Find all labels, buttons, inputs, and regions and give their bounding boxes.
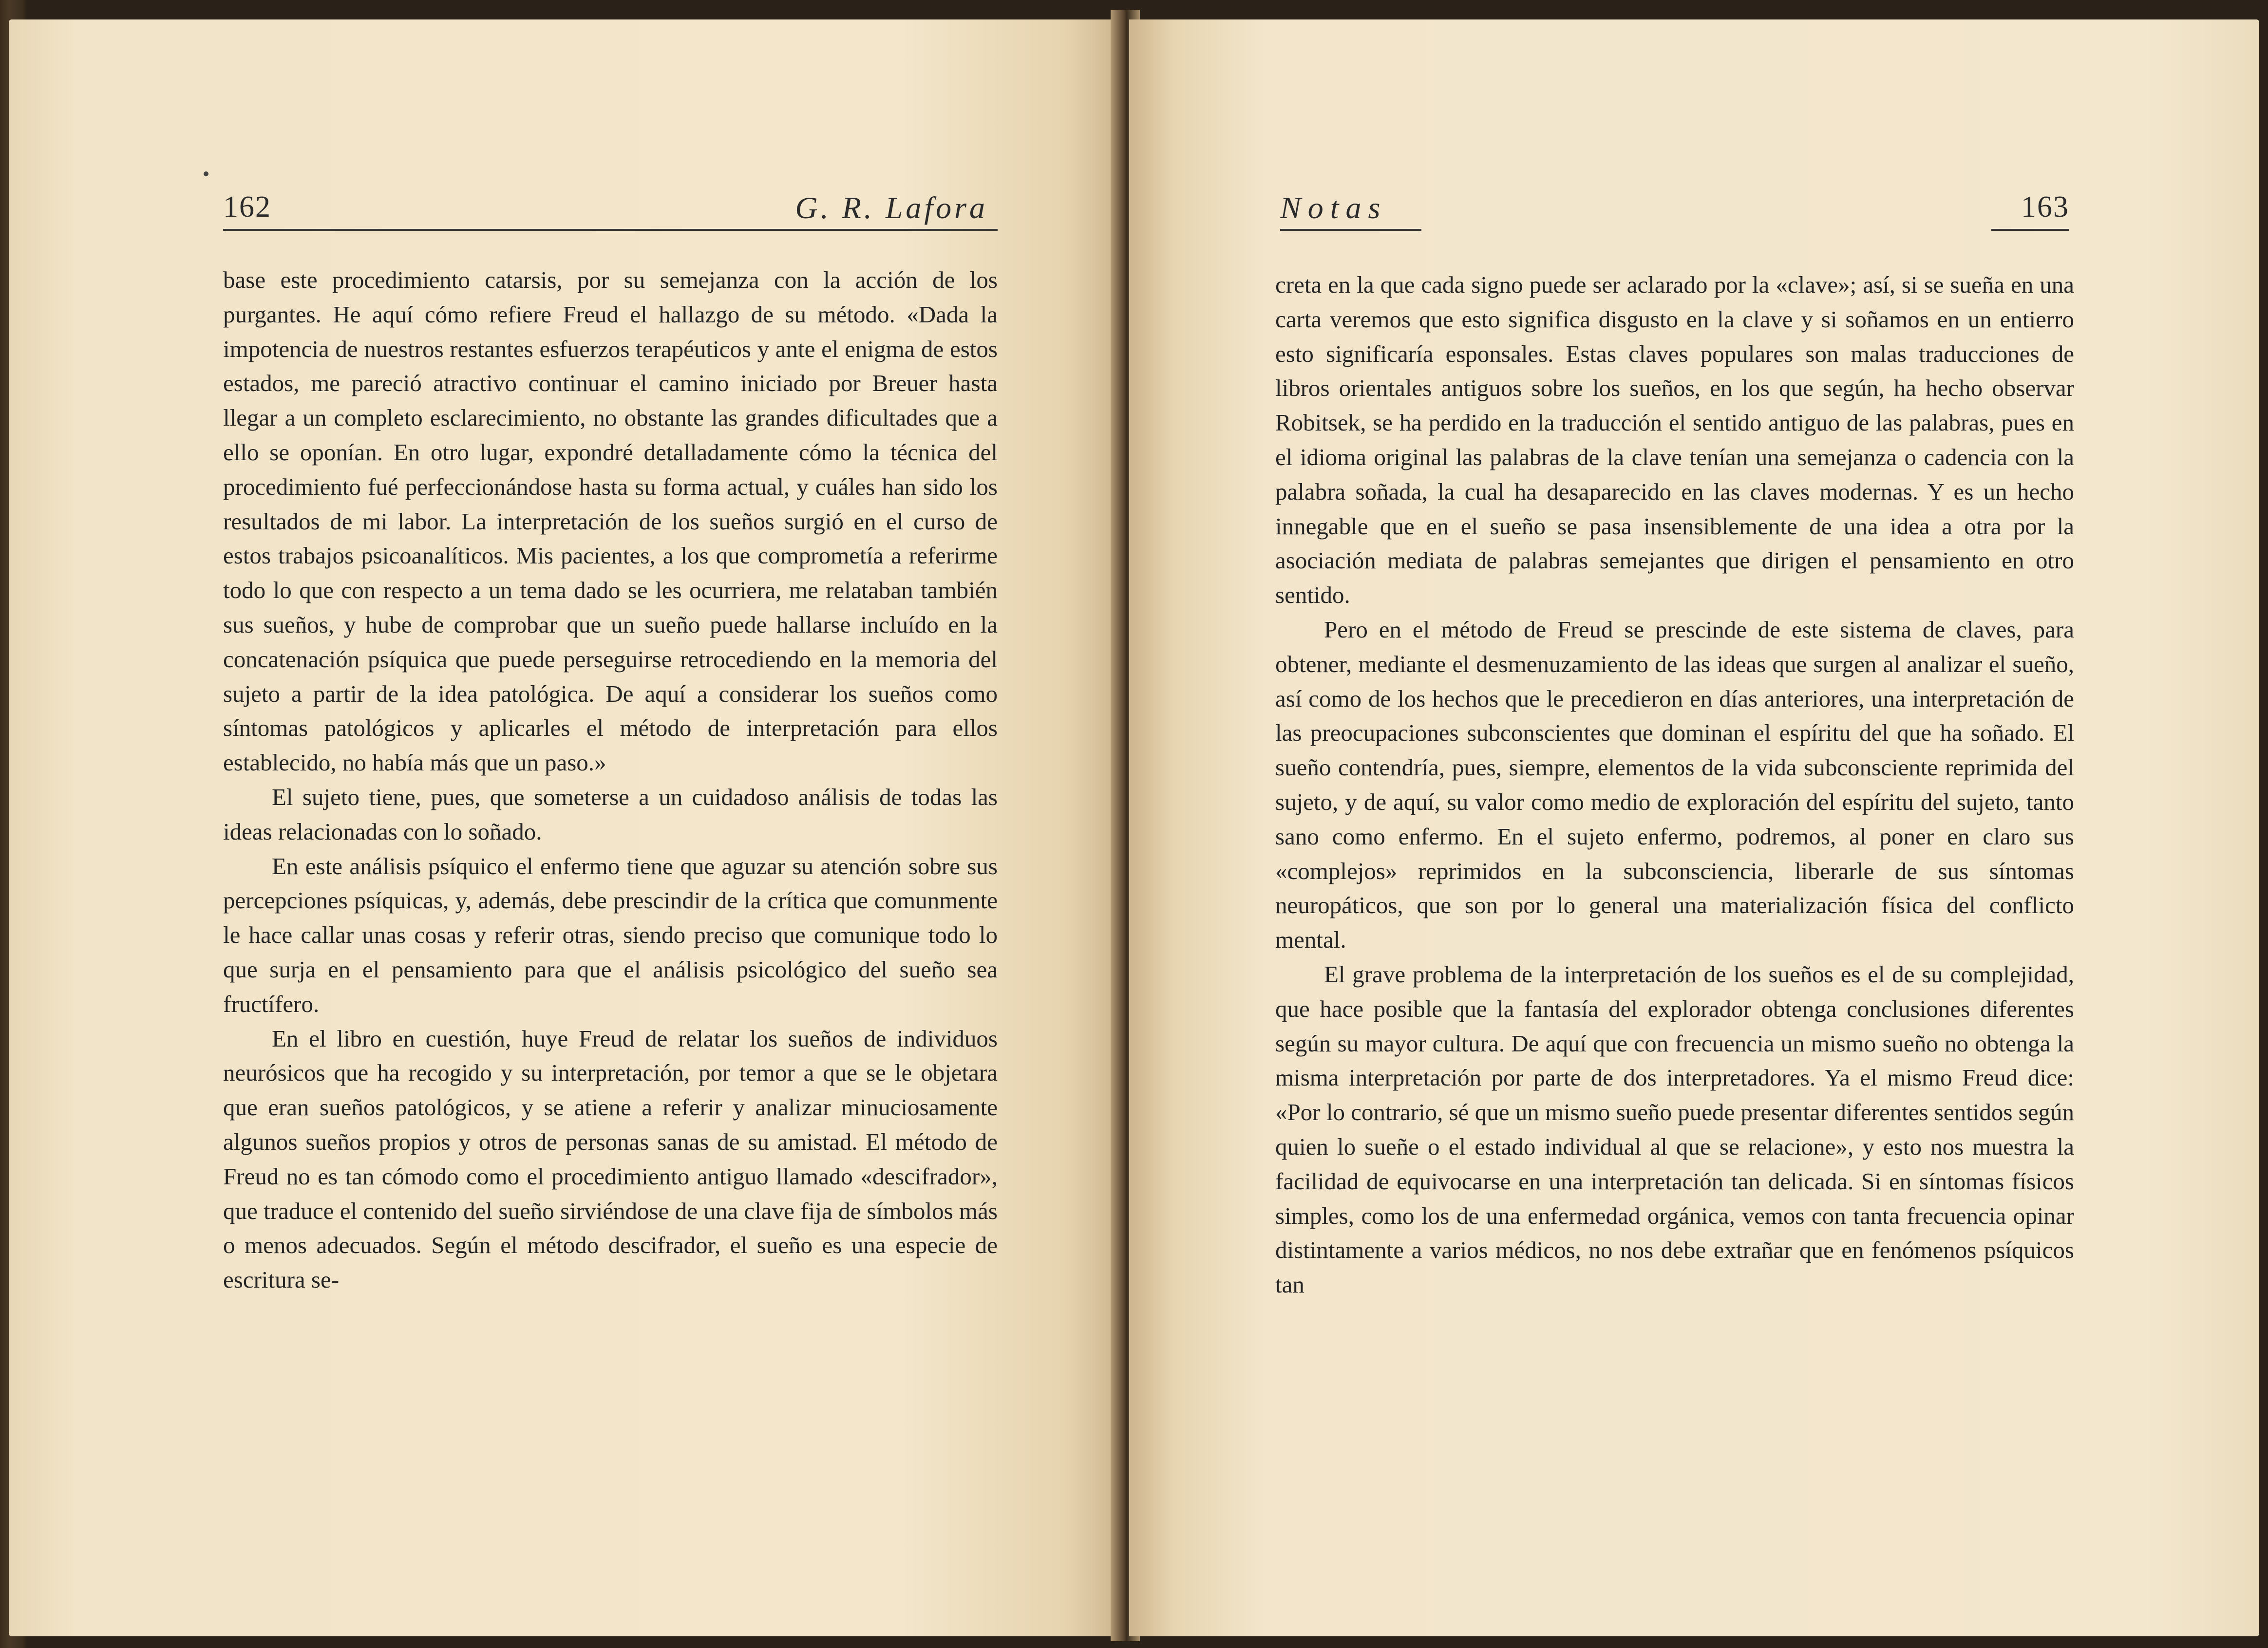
left-paragraph-3: En este análisis psíquico el enfermo tiene que aguzar su atención sobre sus percepciones psíquicas, y, además, debe prescindir de la crítica que comunmente le hace callar unas cosas y referir otras, siendo preciso que comunique todo lo que surja en el pensamiento para que el análisis psicológico del sueño sea fructífero. — [223, 852, 998, 1017]
left-paragraph-1: base este procedimiento catarsis, por su semejanza con la acción de los purgantes. He aquí cómo refiere Freud el hallazgo de su método. «Dada la impotencia de nuestros restantes esfuerzos terapéuticos y ante el enigma de estos estados, me pareció atractivo continuar el camino iniciado por Breuer hasta llegar a un completo esclarecimiento, no obstante las grandes dificultades que a ello se oponían. En otro lugar, expondré detalladamente cómo la técnica del procedimiento fué perfeccionándose hasta su forma actual, y cuáles han sido los resultados de mi labor. La interpretación de los sueños surgió en el curso de estos trabajos psicoanalíticos. Mis pacientes, a los que comprometía a referirme todo lo que con respecto a un tema dado se les ocurriera, me relataban también sus sueños, y hube de comprobar que un sueño puede hallarse incluído en la concatenación psíquica que puede perseguirse retrocediendo en la memoria del sujeto a partir de la idea patológica. De aquí a considerar los sueños como síntomas patológicos y aplicarles el método de interpretación para ellos establecido, no había más que un paso.» — [223, 266, 998, 776]
right-running-header — [1280, 190, 2069, 229]
right-page-number: 163 — [2021, 190, 2069, 224]
right-page — [1129, 19, 2259, 1636]
right-body-text — [1275, 268, 2074, 1302]
right-paragraph-2: Pero en el método de Freud se prescinde de este sistema de claves, para obtener, mediante el desmenuzamiento de las ideas que surgen al analizar el sueño, así como de los hechos que le precedieron en días anteriores, una interpretación de las preocupaciones subconscientes que dominan el espíritu del que ha soñado. El sueño contendría, pues, siempre, elementos de la vida subconsciente reprimida del sujeto, y de aquí, su valor como medio de exploración del espíritu del sujeto, tanto sano como enfermo. En el sujeto enfermo, podremos, al poner en claro sus «complejos» reprimidos en la subconsciencia, liberarle de sus síntomas neuropáticos, que son por lo general una materialización física del conflicto mental. — [1275, 616, 2074, 954]
left-paragraph-4: En el libro en cuestión, huye Freud de relatar los sueños de individuos neurósicos que ha recogido y su interpretación, por temor a que se le objetara que eran sueños patológicos, y se atiene a referir y analizar minuciosamente algunos sueños propios y otros de personas sanas de su amistad. El método de Freud no es tan cómodo como el procedimiento antiguo llamado «descifrador», que traduce el contenido del sueño sirviéndose de una clave fija de símbolos más o menos adecuados. Según el método descifrador, el sueño es una especie de escritura se- — [223, 1025, 998, 1293]
left-body-text — [223, 263, 998, 1297]
left-page — [9, 19, 1124, 1636]
left-paragraph-2: El sujeto tiene, pues, que someterse a un cuidadoso análisis de todas las ideas relacionadas con lo soñado. — [223, 783, 998, 845]
left-page-number: 162 — [223, 190, 271, 224]
left-running-header — [223, 190, 998, 231]
header-rule-left — [1280, 229, 1421, 231]
header-rule-right — [1991, 229, 2069, 231]
right-paragraph-1: creta en la que cada signo puede ser aclarado por la «clave»; así, si se sueña en una carta veremos que esto significa disgusto en la clave y si soñamos en un entierro esto significaría esponsales. Estas claves populares son malas traducciones de libros orientales antiguos sobre los sueños, en los que según, ha hecho observar Robitsek, se ha perdido en la traducción el sentido antiguo de las palabras, pues en el idioma original las palabras de la clave tenían una semejanza o cadencia con la palabra soñada, la cual ha desaparecido en las claves modernas. Y es un hecho innegable que en el sueño se pasa insensiblemente de una idea a otra por la asociación mediata de palabras semejantes que dirigen el pensamiento en otro sentido. — [1275, 271, 2074, 609]
ink-speck — [204, 171, 208, 176]
left-running-head: G. R. Lafora — [795, 190, 988, 225]
right-running-head: Notas — [1280, 190, 1387, 225]
right-paragraph-3: El grave problema de la interpretación de los sueños es el de su complejidad, que hace posible que la fantasía del explorador obtenga conclusiones diferentes según su mayor cultura. De aquí que con frecuencia un mismo sueño no obtenga la misma interpretación por parte de dos interpretadores. Ya el mismo Freud dice: «Por lo contrario, sé que un mismo sueño puede presentar diferentes sentidos según quien lo sueñe o el estado individual al que se relacione», y esto nos muestra la facilidad de equivocarse en una interpretación tan delicada. Si en síntomas físicos simples, como los de una enfermedad orgánica, vemos con tanta frecuencia opinar distintamente a varios médicos, no nos debe extrañar que en fenómenos psíquicos tan — [1275, 960, 2074, 1298]
